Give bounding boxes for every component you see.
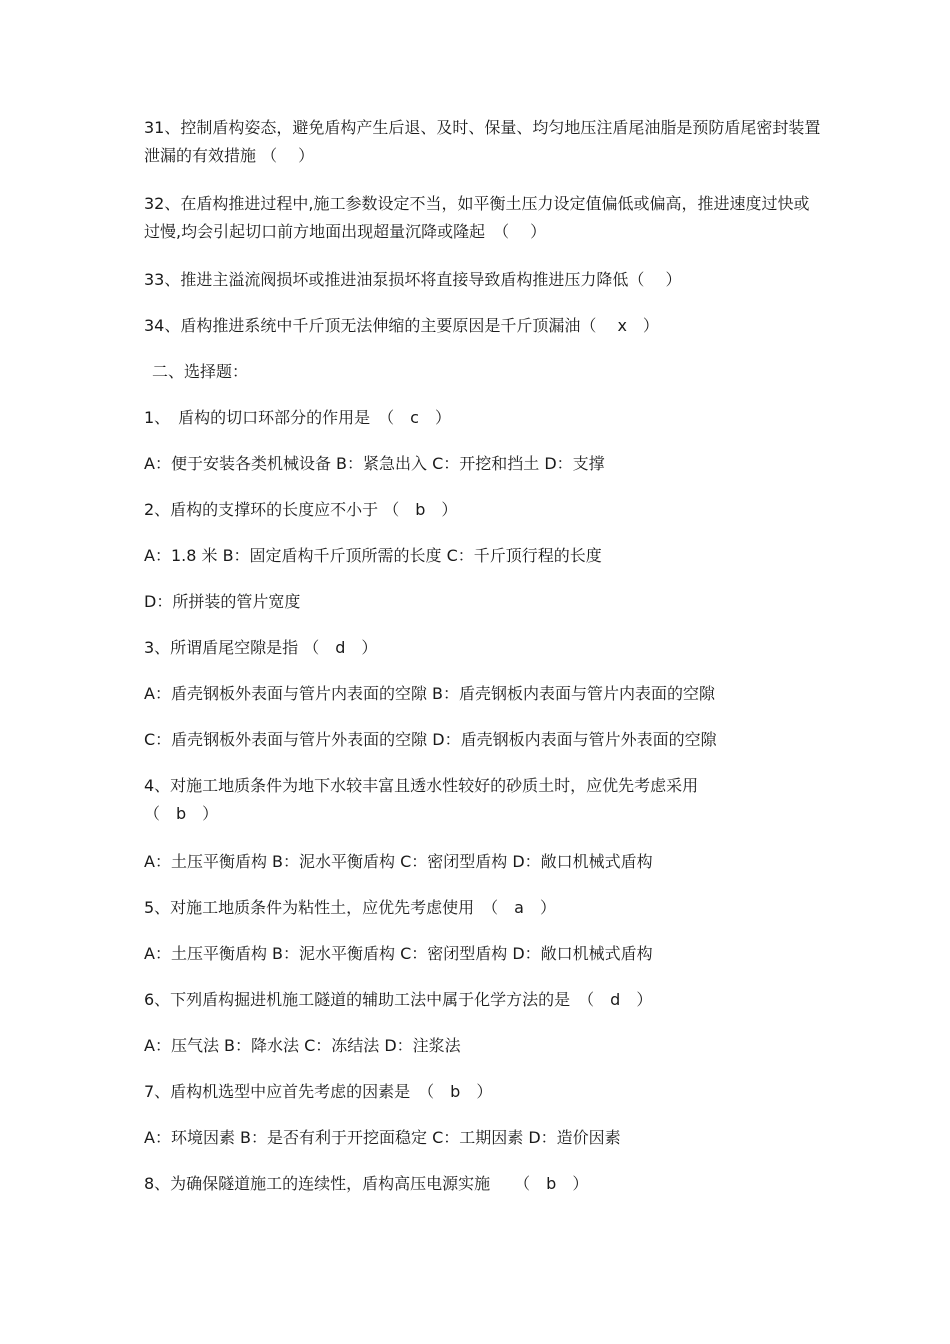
question-33: 33、推进主溢流阀损坏或推进油泵损坏将直接导致盾构推进压力降低（ ） <box>144 270 682 289</box>
choice-options-3b: C：盾壳钢板外表面与管片外表面的空隙 D：盾壳钢板内表面与管片外表面的空隙 <box>144 730 717 749</box>
choice-options-2-cont: D：所拼装的管片宽度 <box>144 592 301 611</box>
choice-question-8: 8、为确保隧道施工的连续性，盾构高压电源实施 （ b ） <box>144 1174 589 1193</box>
choice-question-4: 4、对施工地质条件为地下水较丰富且透水性较好的砂质土时，应优先考虑采用 （ b ） <box>144 776 699 823</box>
choice-options-7: A：环境因素 B：是否有利于开挖面稳定 C：工期因素 D：造价因素 <box>144 1128 621 1147</box>
choice-options-3a: A：盾壳钢板外表面与管片内表面的空隙 B：盾壳钢板内表面与管片内表面的空隙 <box>144 684 716 703</box>
choice-question-2: 2、盾构的支撑环的长度应不小于 （ b ） <box>144 500 458 519</box>
choice-question-6: 6、下列盾构掘进机施工隧道的辅助工法中属于化学方法的是 （ d ） <box>144 990 653 1009</box>
choice-options-1: A：便于安装各类机械设备 B：紧急出入 C：开挖和挡土 D：支撑 <box>144 454 605 473</box>
question-34: 34、盾构推进系统中千斤顶无法伸缩的主要原因是千斤顶漏油（ x ） <box>144 316 659 335</box>
choice-options-2: A：1.8 米 B：固定盾构千斤顶所需的长度 C：千斤顶行程的长度 <box>144 546 602 565</box>
section-title: 二、选择题： <box>152 362 249 381</box>
choice-question-3: 3、所谓盾尾空隙是指 （ d ） <box>144 638 378 657</box>
question-32: 32、在盾构推进过程中,施工参数设定不当，如平衡土压力设定值偏低或偏高，推进速度过快或过慢,均会引起切口前方地面出现超量沉降或隆起 （ ） <box>144 194 810 241</box>
question-31: 31、控制盾构姿态，避免盾构产生后退、及时、保量、均匀地压注盾尾油脂是预防盾尾密封装置泄漏的有效措施 （ ） <box>144 118 821 165</box>
choice-options-6: A：压气法 B：降水法 C：冻结法 D：注浆法 <box>144 1036 461 1055</box>
choice-question-5: 5、对施工地质条件为粘性土，应优先考虑使用 （ a ） <box>144 898 556 917</box>
choice-options-4: A：土压平衡盾构 B：泥水平衡盾构 C：密闭型盾构 D：敞口机械式盾构 <box>144 852 653 871</box>
choice-question-7: 7、盾构机选型中应首先考虑的因素是 （ b ） <box>144 1082 493 1101</box>
choice-question-1: 1、 盾构的切口环部分的作用是 （ c ） <box>144 408 451 427</box>
choice-options-5: A：土压平衡盾构 B：泥水平衡盾构 C：密闭型盾构 D：敞口机械式盾构 <box>144 944 653 963</box>
